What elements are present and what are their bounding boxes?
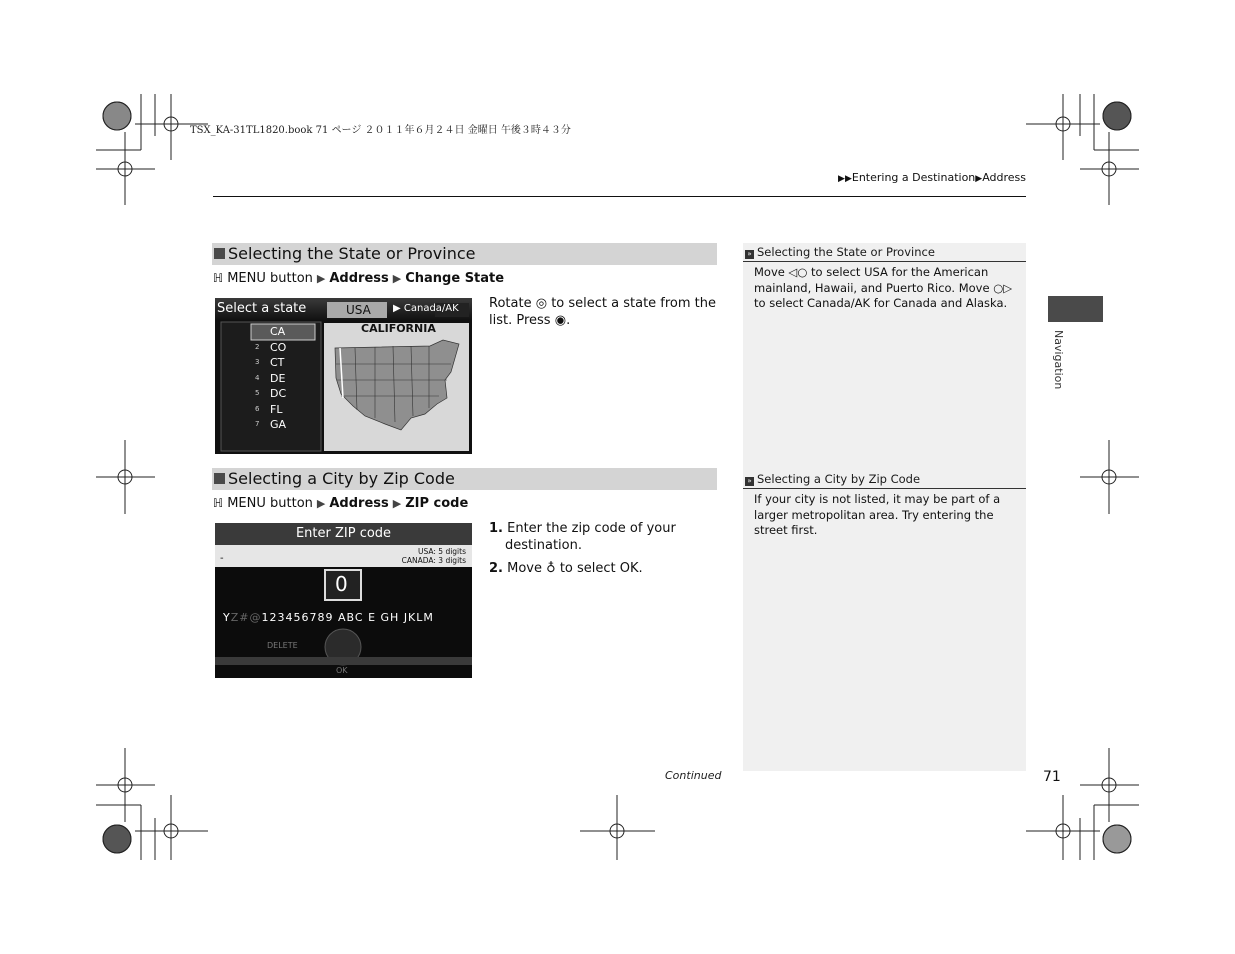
screen-zip-hints [402, 547, 466, 565]
screen-zip-dash: - [220, 553, 224, 564]
zip-entry-screenshot [215, 523, 472, 678]
sidebar-text-state [754, 265, 1016, 312]
screen-state-row-code: GA [270, 418, 287, 431]
menu-path-zip [213, 496, 468, 511]
screen-state-row-code: DE [270, 371, 286, 385]
sidebar-text: for Canada and Alaska. [873, 296, 1008, 310]
screen-key-symbols: Z#@ [230, 611, 262, 624]
screen-zip-ok: OK [336, 666, 348, 675]
sidebar-heading-zip [743, 470, 1026, 489]
menu-path-step2: Change State [405, 271, 505, 286]
desc-text: Rotate [489, 296, 532, 311]
screen-state-row-number: 3 [255, 358, 260, 366]
step-text: to select [559, 561, 616, 576]
section-title: Selecting a City by Zip Code [228, 469, 455, 488]
screen-option-canada: ▶ Canada/AK [393, 303, 459, 314]
menu-path-start: MENU button [227, 271, 313, 286]
sidebar-usa-label: USA [864, 265, 888, 279]
screen-option-canada-label: Canada/AK [403, 303, 459, 314]
sidebar-title: Selecting a City by Zip Code [757, 472, 921, 486]
screen-zip-hint-usa: USA: 5 digits [418, 547, 466, 556]
screen-zip-header: Enter ZIP code [295, 526, 392, 541]
step-number: 2. [489, 561, 503, 576]
menu-path-start: MENU button [227, 496, 313, 511]
step-number: 1. [489, 521, 503, 536]
screen-state-row [225, 325, 321, 340]
hint-icon: ℍ [213, 271, 224, 285]
chapter-tab [1048, 296, 1103, 322]
section-square-icon [214, 248, 225, 259]
section-title: Selecting the State or Province [228, 244, 476, 263]
print-info: TSX_KA-31TL1820.book 71 ページ ２０１１年６月２４日 金曜日 午後３時４３分 [190, 125, 571, 136]
page-number: 71 [1043, 769, 1061, 785]
section-square-icon [214, 473, 225, 484]
breadcrumb-arrow-icon: ▶ [975, 174, 983, 184]
zip-instructions [489, 520, 719, 577]
chapter-tab-text: Navigation [1052, 330, 1065, 390]
screen-state-row [225, 341, 321, 356]
sidebar-text-zip: If your city is not listed, it may be part of a larger metropolitan area. Try entering the street first. [754, 492, 1001, 537]
section-heading-state [212, 243, 717, 265]
screen-key-y: Y [223, 611, 231, 624]
path-arrow-icon: ▶ [316, 497, 326, 510]
breadcrumb-item-entering-destination[interactable]: Entering a Destination [851, 171, 976, 184]
sidebar-canada-label: Canada/AK [807, 296, 871, 310]
breadcrumb [838, 171, 1026, 184]
step-text: . [638, 561, 643, 576]
breadcrumb-arrow-icon: ▶▶ [838, 174, 852, 184]
screen-state-row-number: 7 [255, 420, 260, 428]
hint-icon: ℍ [213, 496, 224, 510]
reference-arrow-icon: » [745, 477, 754, 486]
screen-zip-hint-canada: CANADA: 3 digits [401, 556, 466, 565]
screen-state-row [225, 372, 321, 387]
screen-state-row-code: CT [270, 356, 285, 369]
screen-state-row-code: DC [270, 387, 287, 400]
screen-state-row [225, 356, 321, 371]
screen-option-usa: USA [346, 303, 371, 317]
desc-text: to select a state from the list. Press [489, 296, 717, 328]
menu-path-step2: ZIP code [405, 496, 469, 511]
breadcrumb-item-address[interactable]: Address [982, 171, 1026, 184]
state-select-screenshot [215, 298, 472, 454]
screen-state-row [225, 403, 321, 418]
chapter-tab-label [1051, 330, 1065, 390]
screen-state-row-code: FL [270, 402, 283, 416]
state-instructions [489, 295, 719, 329]
screen-state-row-code: CA [270, 325, 286, 338]
menu-path-step1: Address [329, 271, 389, 286]
screen-state-row-number: 4 [255, 373, 260, 382]
screen-key-gh: GH [380, 611, 400, 624]
zip-step-2 [489, 560, 719, 577]
step-ok-label: OK [619, 561, 639, 576]
screen-state-header: Select a state [217, 301, 307, 316]
screen-state-row [225, 387, 321, 402]
screen-zip-keys [223, 611, 434, 624]
sidebar-text: to select [754, 296, 804, 310]
screen-key-e: E [368, 611, 377, 624]
sidebar-text: for the American mainland, Hawaii, and Puerto Rico. Move [754, 265, 990, 295]
path-arrow-icon: ▶ [392, 272, 402, 285]
header-rule [213, 196, 1026, 197]
step-text: Enter the zip code of your destination. [505, 521, 676, 553]
menu-path-step1: Address [329, 496, 389, 511]
path-arrow-icon: ▶ [316, 272, 326, 285]
screen-map-label: CALIFORNIA [361, 322, 436, 335]
screen-key-jklm: JKLM [403, 611, 434, 624]
desc-text: . [566, 313, 571, 328]
interface-dial-rotate-icon: ◎ [535, 296, 548, 311]
path-arrow-icon: ▶ [392, 497, 402, 510]
sidebar-heading-state [743, 243, 1026, 262]
screen-state-row [225, 418, 321, 433]
screen-zip-digit: 0 [335, 572, 348, 596]
screen-state-row-number: 6 [255, 404, 260, 413]
sidebar-text: Move [754, 265, 785, 279]
screen-key-digits: 123456789 [261, 611, 334, 624]
interface-dial-move-right-icon: ○▷ [993, 280, 1013, 295]
zip-step-1 [489, 520, 719, 554]
continued-label: Continued [665, 769, 722, 782]
screen-key-abc: ABC [338, 611, 364, 624]
sidebar-title: Selecting the State or Province [757, 245, 935, 259]
interface-dial-move-left-icon: ◁○ [788, 265, 808, 279]
screen-state-row-number: 2 [255, 342, 260, 351]
menu-path-state [213, 271, 504, 286]
interface-dial-press-icon: ◉ [554, 313, 567, 328]
step-text: Move [507, 561, 542, 576]
screen-zip-delete: DELETE [267, 641, 298, 650]
reference-arrow-icon: » [745, 250, 754, 259]
screen-state-row-number: 5 [255, 389, 260, 397]
sidebar-text: to select [811, 265, 861, 279]
interface-dial-move-down-icon: ♁ [546, 561, 556, 576]
screen-state-row-code: CO [270, 340, 287, 354]
section-heading-zip [212, 468, 717, 490]
